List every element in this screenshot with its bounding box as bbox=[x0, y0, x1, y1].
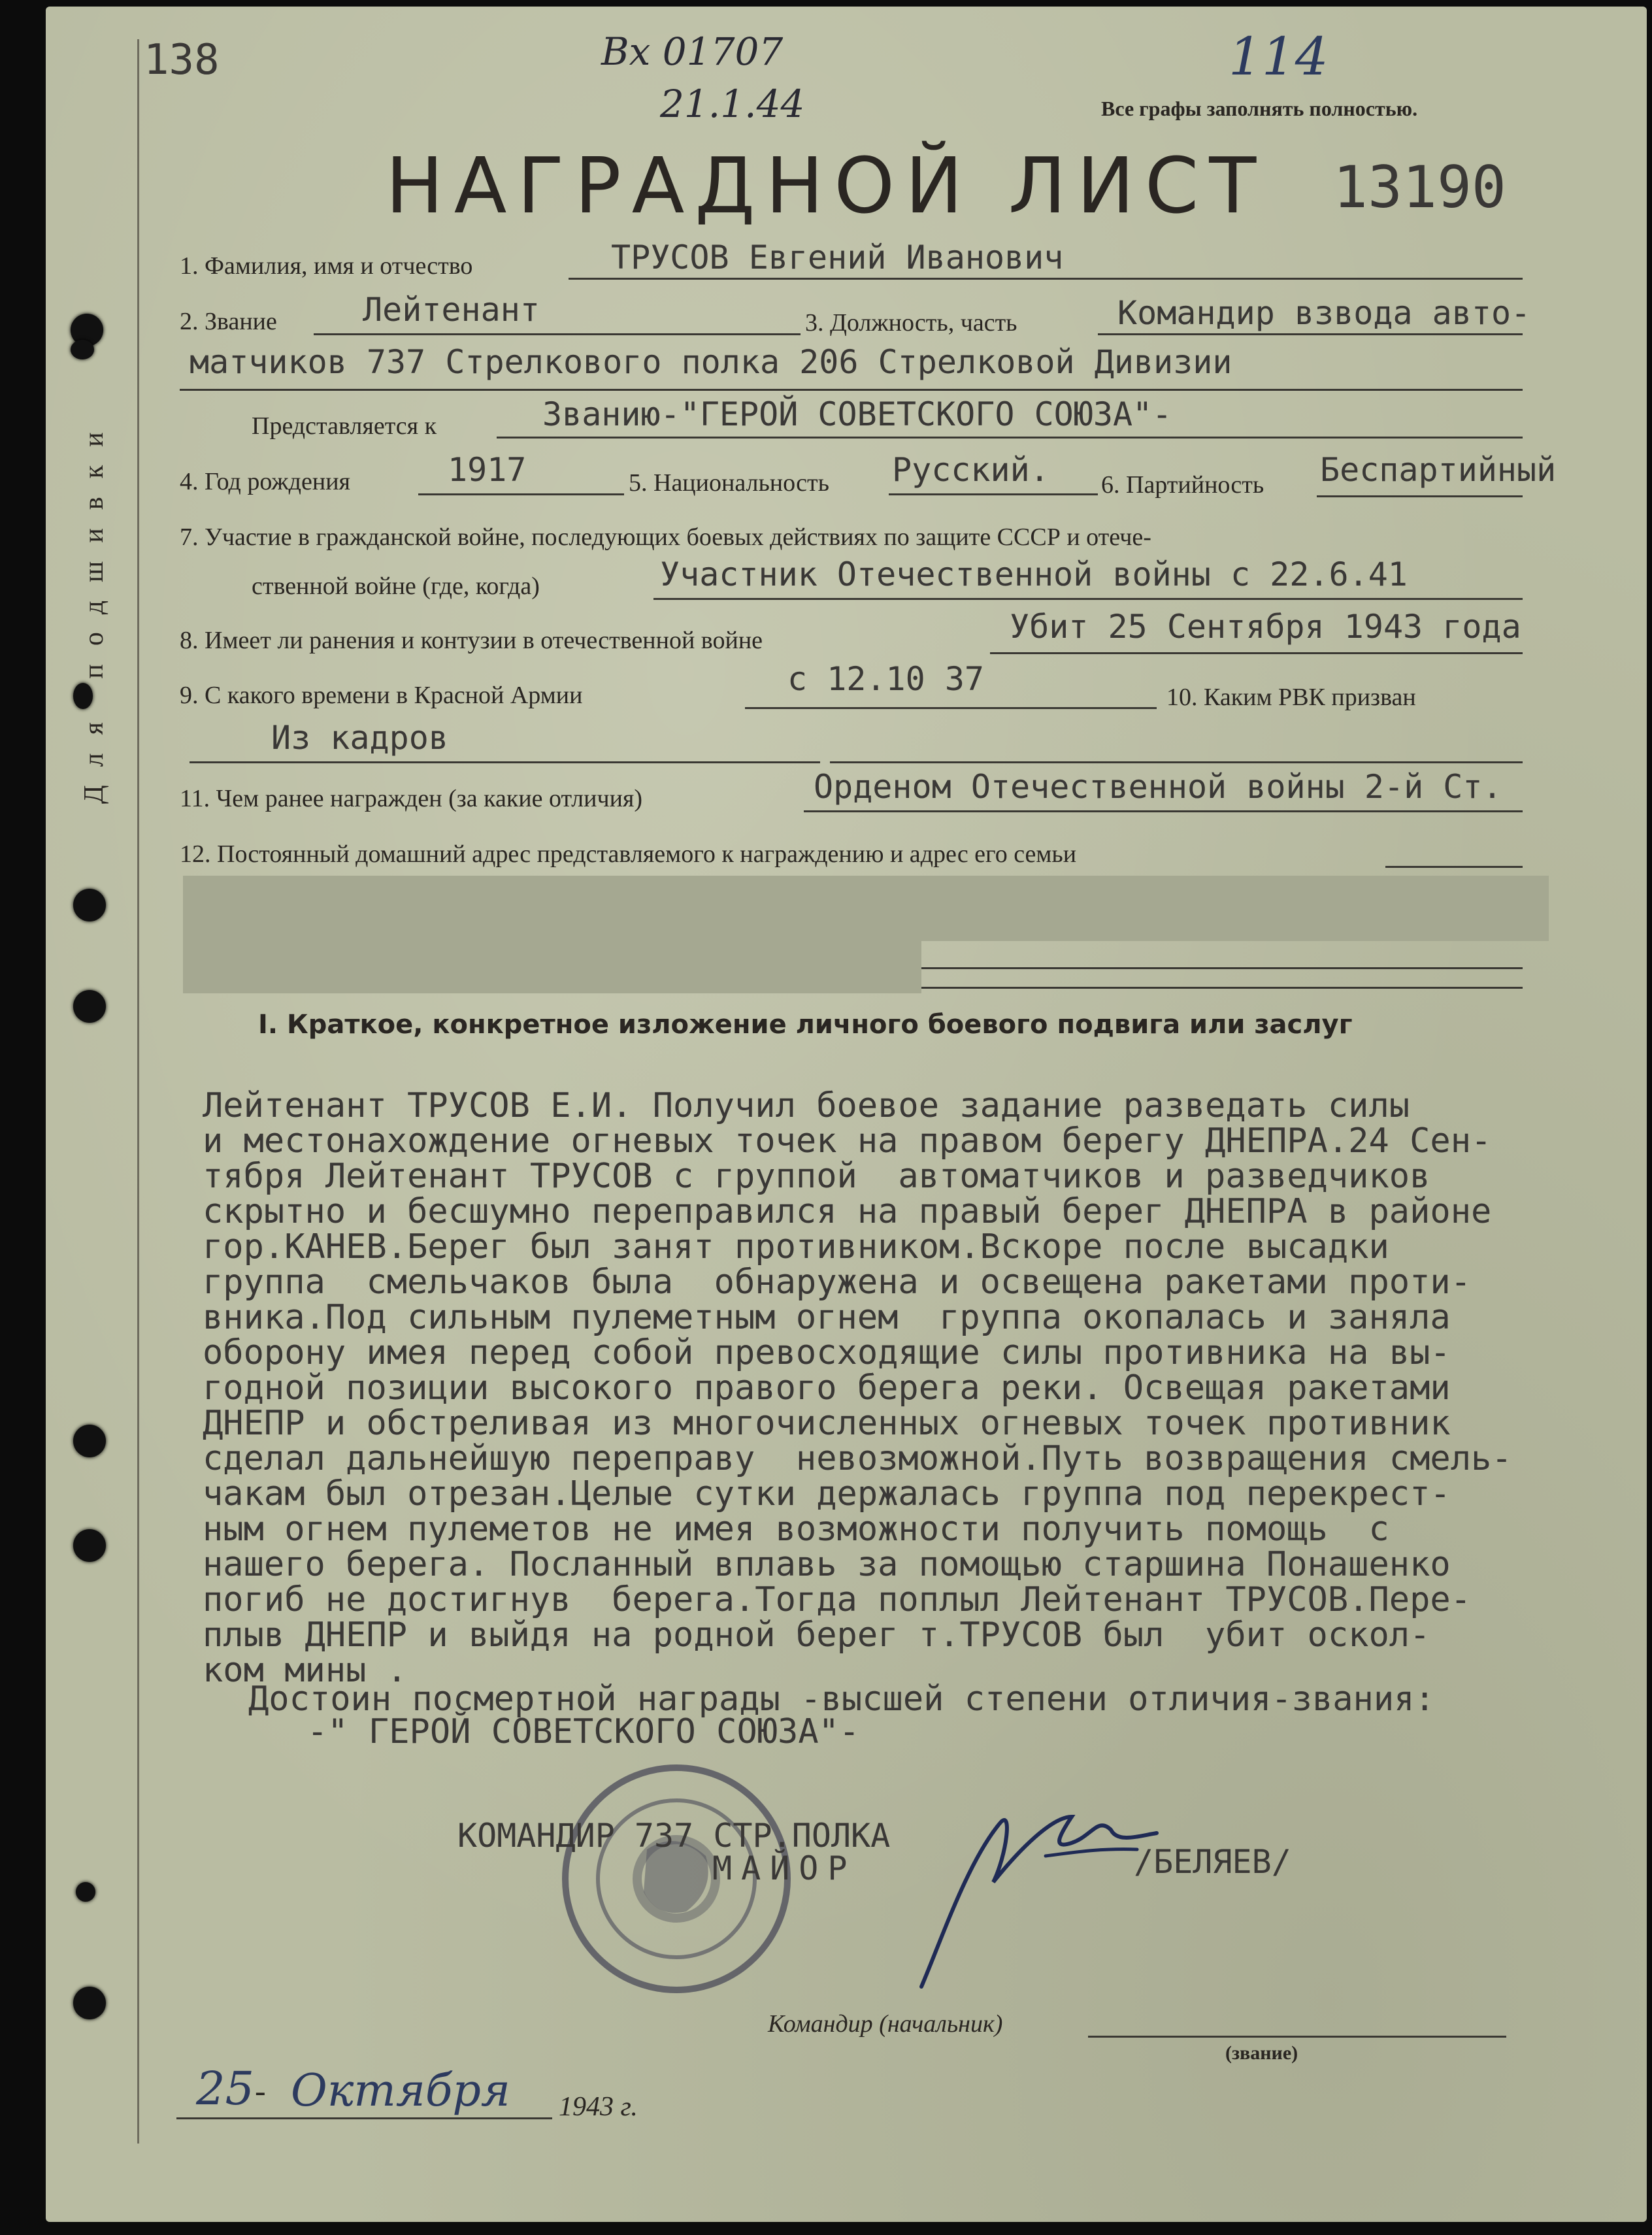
field-2-value: Лейтенант bbox=[363, 291, 540, 329]
field-3-value-line2: матчиков 737 Стрелкового полка 206 Стрелковой Дивизии bbox=[190, 343, 1232, 381]
field-7-label-line2: ственной войне (где, когда) bbox=[252, 572, 540, 600]
presented-label: Представляется к bbox=[252, 412, 437, 440]
field-12-label: 12. Постоянный домашний адрес представляемого к награждению и адрес его семьи bbox=[180, 840, 1077, 868]
signer-position: КОМАНДИР 737 СТР.ПОЛКА bbox=[457, 1817, 891, 1855]
registration-number: Вх 01707 bbox=[601, 29, 784, 74]
date-year: 1943 г. bbox=[559, 2092, 638, 2122]
field-9-label: 9. С какого времени в Красной Армии bbox=[180, 682, 583, 709]
field-10-underline bbox=[190, 761, 820, 763]
field-5-value: Русский. bbox=[892, 451, 1049, 489]
binding-margin-line bbox=[137, 39, 139, 2144]
field-3-underline-2 bbox=[180, 389, 1523, 391]
field-7-underline bbox=[653, 598, 1523, 600]
field-10-label: 10. Каким РВК призван bbox=[1166, 684, 1416, 711]
binding-hole bbox=[73, 990, 106, 1023]
field-1-label: 1. Фамилия, имя и отчество bbox=[180, 252, 473, 280]
field-8-value: Убит 25 Сентября 1943 года bbox=[1010, 608, 1521, 646]
signer-rank: МАЙОР bbox=[712, 1849, 857, 1887]
field-11-label: 11. Чем ранее награжден (за какие отличия) bbox=[180, 785, 643, 812]
document-number: 13190 bbox=[1333, 154, 1506, 221]
field-5-underline bbox=[889, 493, 1098, 495]
field-7-value: Участник Отечественной войны с 22.6.41 bbox=[660, 555, 1408, 593]
binding-hole bbox=[73, 1425, 106, 1457]
commander-underline bbox=[1088, 2036, 1506, 2038]
handwritten-signature bbox=[902, 1778, 1176, 1993]
field-10-value: Из кадров bbox=[271, 719, 448, 757]
field-7-label-line1: 7. Участие в гражданской войне, последующих боевых действиях по защите СССР и отече- bbox=[180, 523, 1151, 551]
field-10-underline-2 bbox=[830, 761, 1523, 763]
binding-hole bbox=[76, 1882, 95, 1902]
date-separator: - bbox=[255, 2072, 266, 2109]
field-12-underline-2 bbox=[921, 967, 1523, 969]
field-11-value: Орденом Отечественной войны 2-й Ст. bbox=[814, 768, 1502, 806]
registration-date: 21.1.44 bbox=[660, 82, 805, 126]
field-9-value: с 12.10 37 bbox=[787, 660, 985, 698]
commander-label: Командир (начальник) bbox=[768, 2010, 1003, 2038]
archive-number: 138 bbox=[144, 36, 220, 84]
field-3-underline bbox=[1098, 333, 1523, 335]
redacted-address-block bbox=[183, 935, 921, 993]
field-12-underline-3 bbox=[921, 987, 1523, 989]
binding-hole bbox=[73, 1987, 106, 2019]
signer-name: /БЕЛЯЕВ/ bbox=[1134, 1843, 1291, 1881]
document-title: НАГРАДНОЙ ЛИСТ bbox=[386, 141, 1267, 231]
presented-underline bbox=[497, 437, 1523, 439]
field-9-underline bbox=[745, 707, 1157, 709]
field-8-label: 8. Имеет ли ранения и контузии в отечественной войне bbox=[180, 627, 763, 654]
field-1-underline bbox=[569, 278, 1523, 280]
field-3-label: 3. Должность, часть bbox=[805, 309, 1017, 337]
redacted-address-block bbox=[183, 876, 1549, 941]
date-underline bbox=[176, 2117, 552, 2119]
field-3-value-line1: Командир взвода авто- bbox=[1117, 294, 1531, 332]
field-4-underline bbox=[418, 493, 624, 495]
field-12-underline bbox=[1385, 866, 1523, 868]
field-6-label: 6. Партийность bbox=[1101, 471, 1264, 499]
field-2-underline bbox=[314, 333, 801, 335]
binding-margin-text: Для подшивки bbox=[79, 414, 109, 804]
field-11-underline bbox=[804, 810, 1523, 812]
field-6-value: Беспартийный bbox=[1320, 451, 1557, 489]
field-4-label: 4. Год рождения bbox=[180, 468, 351, 495]
citation-text: Лейтенант ТРУСОВ Е.И. Получил боевое задание разведать силы и местонахождение огневых точек на правом берегу ДНЕПРА.24 Сен- тября Лейтенант ТРУСОВ с группой автоматчиков и разведчиков скрытно и бесшумно переправился на правый берег ДНЕПРА в районе гор.КАНЕВ.Берег был занят противником.Вскоре после высадки группа смельчаков была обнаружена и освещена ракетами проти- вника.Под сильным пулеметным огнем группа окопалась и заняла оборону имея перед собой превосходящие силы противника на вы- годной позиции высокого правого берега реки. Освещая ракетами ДНЕПР и обстреливая из многочисленных огневых точек противник сделал дальнейшую переправу невозможной.Путь возвращения смель- чакам был отрезан.Целые сутки держалась группа под перекрест- ным огнем пулеметов не имея возможности получить помощь с нашего берега. Посланный вплавь за помощью старшина Понашенко погиб не достигнув берега.Тогда поплыл Лейтенант ТРУСОВ.Пере- плыв ДНЕПР и выйдя на родной берег т.ТРУСОВ был убит оскол- ком мины . bbox=[203, 1086, 1512, 1690]
section-title: I. Краткое, конкретное изложение личного боевого подвига или заслуг bbox=[258, 1010, 1353, 1040]
date-month: Октября bbox=[291, 2065, 510, 2117]
fill-instruction: Все графы заполнять полностью. bbox=[1101, 97, 1418, 120]
field-5-label: 5. Национальность bbox=[629, 469, 829, 497]
field-6-underline bbox=[1317, 495, 1523, 497]
binding-hole bbox=[73, 889, 106, 921]
binding-hole bbox=[73, 1529, 106, 1562]
presented-value: Званию-"ГЕРОЙ СОВЕТСКОГО СОЮЗА"- bbox=[542, 395, 1172, 433]
conclusion-line-2: -" ГЕРОЙ СОВЕТСКОГО СОЮЗА"- bbox=[307, 1712, 860, 1751]
field-1-value: ТРУСОВ Евгений Иванович bbox=[611, 239, 1064, 276]
field-4-value: 1917 bbox=[448, 451, 527, 489]
date-day: 25 bbox=[196, 2062, 255, 2115]
field-2-label: 2. Звание bbox=[180, 308, 277, 335]
rank-label: (звание) bbox=[1225, 2042, 1298, 2064]
conclusion-line-1: Достоин посмертной награды -высшей степени отличия-звания: bbox=[248, 1680, 1435, 1719]
field-8-underline bbox=[990, 652, 1523, 654]
page-number: 114 bbox=[1229, 26, 1329, 87]
